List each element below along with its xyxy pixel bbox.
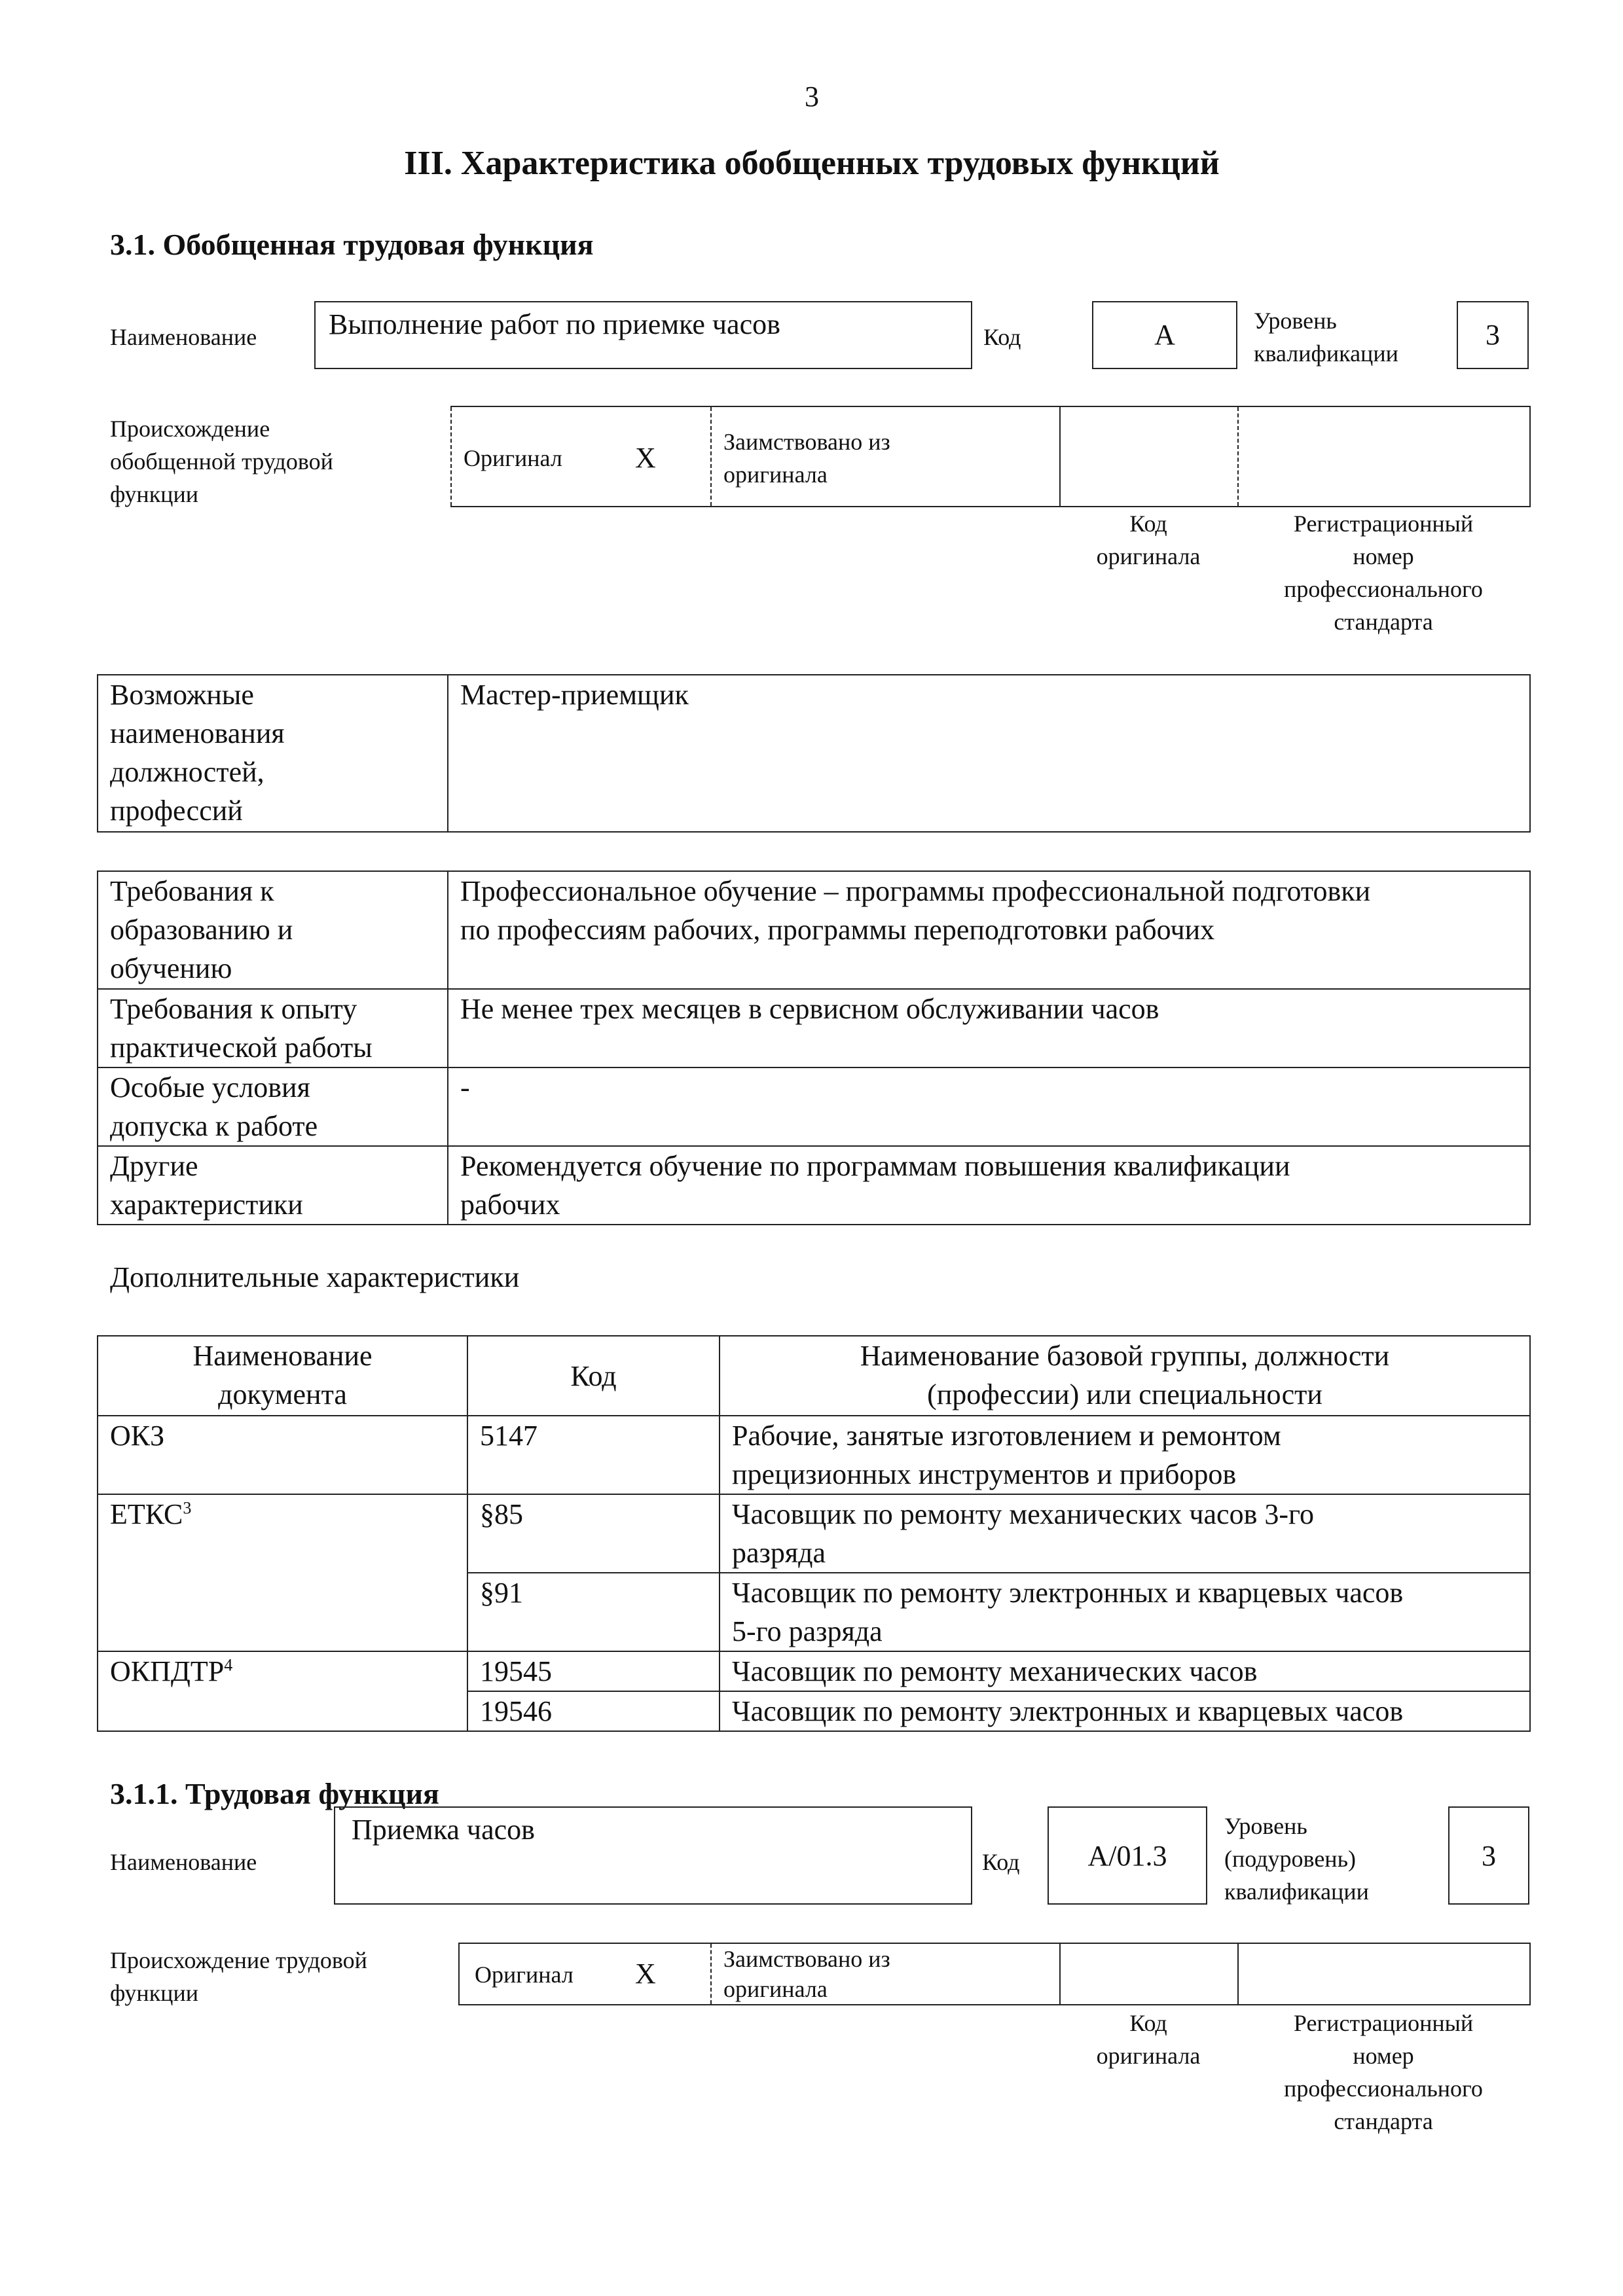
gtf-origin-divider xyxy=(1059,407,1061,506)
tf-original-label: Оригинал xyxy=(475,1962,574,1988)
requirement-label-cell xyxy=(98,871,448,989)
requirement-value: рабочих xyxy=(460,1189,560,1221)
gtf-level-value: 3 xyxy=(1486,319,1500,351)
col-header-name-1: Наименование базовой группы, должности xyxy=(860,1340,1390,1372)
gtf-borrowed-label-2: оригинала xyxy=(723,461,828,488)
table-row xyxy=(98,1494,1530,1573)
gtf-level-label-1: Уровень xyxy=(1254,308,1337,334)
requirement-value-cell xyxy=(448,1067,1530,1146)
doc-cell xyxy=(98,1651,467,1731)
tf-level-label-3: квалификации xyxy=(1224,1878,1369,1905)
requirement-label-cell xyxy=(98,1067,448,1146)
requirement-label: допуска к работе xyxy=(110,1110,318,1142)
gtf-code-box xyxy=(1092,301,1237,369)
tf-name-box xyxy=(334,1806,972,1905)
tf-code-value: A/01.3 xyxy=(1087,1840,1167,1872)
table-row xyxy=(98,675,1530,832)
code-cell xyxy=(467,1691,720,1731)
gtf-borrowed-label-1: Заимствовано из xyxy=(723,429,890,455)
col-header-doc xyxy=(98,1336,467,1416)
name-value: Часовщик по ремонту механических часов xyxy=(732,1655,1258,1687)
positions-label-1: Возможные xyxy=(110,679,254,711)
requirement-label: Другие xyxy=(110,1150,198,1182)
positions-label-3: должностей, xyxy=(110,756,264,788)
doc-name: ЕТКС xyxy=(110,1498,183,1530)
tf-reg-caption-4: стандарта xyxy=(1334,2108,1433,2134)
name-value: Часовщик по ремонту электронных и кварцевых часов xyxy=(732,1695,1404,1727)
requirement-label: обучению xyxy=(110,952,232,984)
gtf-origin-top-line xyxy=(450,406,1531,407)
doc-cell xyxy=(98,1494,467,1651)
tf-reg-caption-2: номер xyxy=(1353,2043,1414,2069)
requirement-value: Профессиональное обучение – программы профессиональной подготовки xyxy=(460,875,1371,907)
gtf-code-label: Код xyxy=(983,324,1021,350)
code-value: §91 xyxy=(480,1577,523,1609)
tf-orig-code-caption-2: оригинала xyxy=(1096,2043,1201,2069)
requirement-label-cell xyxy=(98,1146,448,1225)
gtf-original-mark: X xyxy=(635,442,656,474)
table-row xyxy=(98,989,1530,1067)
tf-level-label-1: Уровень xyxy=(1224,1813,1307,1839)
tf-name-value: Приемка часов xyxy=(352,1814,535,1846)
gtf-original-label: Оригинал xyxy=(464,445,562,471)
gtf-origin-label-3: функции xyxy=(110,481,198,507)
tf-origin-label-1: Происхождение трудовой xyxy=(110,1947,367,1973)
section-title: III. Характеристика обобщенных трудовых функций xyxy=(404,145,1220,182)
tf-origin-divider xyxy=(710,1944,712,2004)
requirement-label: практической работы xyxy=(110,1031,373,1064)
gtf-heading: 3.1. Обобщенная трудовая функция xyxy=(110,228,594,261)
tf-heading: 3.1.1. Трудовая функция xyxy=(110,1777,439,1810)
doc-name: ОКЗ xyxy=(110,1420,165,1452)
tf-level-value: 3 xyxy=(1482,1840,1496,1872)
positions-label-2: наименования xyxy=(110,717,285,749)
requirement-value: Рекомендуется обучение по программам повышения квалификации xyxy=(460,1150,1290,1182)
additional-table xyxy=(97,1335,1531,1732)
requirement-value: - xyxy=(460,1071,470,1103)
requirement-value-cell xyxy=(448,871,1530,989)
positions-label-4: профессий xyxy=(110,795,243,827)
doc-cell xyxy=(98,1416,467,1494)
page-number: 3 xyxy=(805,81,819,113)
name-cell xyxy=(720,1573,1530,1651)
tf-origin-box xyxy=(458,1943,1531,2005)
requirement-label-cell xyxy=(98,989,448,1067)
tf-name-label: Наименование xyxy=(110,1849,257,1875)
positions-table xyxy=(97,674,1531,833)
col-header-code-text: Код xyxy=(570,1359,617,1392)
gtf-name-label: Наименование xyxy=(110,324,257,350)
code-value: 5147 xyxy=(480,1420,538,1452)
tf-reg-caption-1: Регистрационный xyxy=(1293,2010,1474,2036)
col-header-doc-2: документа xyxy=(218,1378,347,1410)
doc-name: ОКПДТР xyxy=(110,1655,225,1687)
tf-reg-caption-3: профессионального xyxy=(1284,2075,1483,2102)
code-cell xyxy=(467,1651,720,1691)
gtf-level-box xyxy=(1457,301,1529,369)
code-value: §85 xyxy=(480,1498,523,1530)
requirement-value-cell xyxy=(448,1146,1530,1225)
gtf-origin-label-1: Происхождение xyxy=(110,416,270,442)
name-cell xyxy=(720,1494,1530,1573)
name-cell xyxy=(720,1651,1530,1691)
table-row xyxy=(98,1416,1530,1494)
requirement-label: Особые условия xyxy=(110,1071,310,1103)
name-value: разряда xyxy=(732,1537,826,1569)
table-row xyxy=(98,1651,1530,1691)
gtf-level-label-2: квалификации xyxy=(1254,340,1398,367)
gtf-orig-code-caption-2: оригинала xyxy=(1096,543,1201,569)
code-cell xyxy=(467,1416,720,1494)
gtf-reg-caption-4: стандарта xyxy=(1334,609,1433,635)
name-value: прецизионных инструментов и приборов xyxy=(732,1458,1237,1490)
col-header-doc-1: Наименование xyxy=(192,1340,373,1372)
positions-value: Мастер-приемщик xyxy=(460,679,689,711)
table-row xyxy=(98,1146,1530,1225)
tf-original-mark: X xyxy=(635,1958,656,1990)
tf-orig-code-caption-1: Код xyxy=(1129,2010,1167,2036)
tf-origin-divider xyxy=(1237,1944,1239,2004)
code-value: 19545 xyxy=(480,1655,552,1687)
positions-value-cell xyxy=(448,675,1530,832)
col-header-name xyxy=(720,1336,1530,1416)
tf-borrowed-label-1: Заимствовано из xyxy=(723,1946,890,1972)
gtf-origin-label-2: обобщенной трудовой xyxy=(110,448,333,475)
code-value: 19546 xyxy=(480,1695,552,1727)
gtf-orig-code-caption-1: Код xyxy=(1129,511,1167,537)
table-row xyxy=(98,1336,1530,1416)
footnote-ref: 3 xyxy=(183,1498,192,1518)
name-cell xyxy=(720,1416,1530,1494)
col-header-name-2: (профессии) или специальности xyxy=(927,1378,1322,1410)
gtf-name-box xyxy=(314,301,972,369)
gtf-origin-divider xyxy=(710,407,712,506)
requirement-value: Не менее трех месяцев в сервисном обслуживании часов xyxy=(460,993,1159,1025)
code-cell xyxy=(467,1494,720,1573)
gtf-origin-divider xyxy=(450,407,452,506)
table-row xyxy=(98,871,1530,989)
tf-borrowed-label-2: оригинала xyxy=(723,1976,828,2002)
requirement-label: характеристики xyxy=(110,1189,303,1221)
requirement-value: по профессиям рабочих, программы переподготовки рабочих xyxy=(460,914,1215,946)
requirement-label: образованию и xyxy=(110,914,293,946)
table-row xyxy=(98,1067,1530,1146)
requirement-label: Требования к опыту xyxy=(110,993,357,1025)
gtf-reg-caption-3: профессионального xyxy=(1284,576,1483,602)
tf-code-label: Код xyxy=(982,1849,1020,1875)
footnote-ref: 4 xyxy=(224,1655,233,1675)
tf-level-label-2: (подуровень) xyxy=(1224,1846,1356,1872)
tf-origin-label-2: функции xyxy=(110,1980,198,2006)
gtf-origin-divider xyxy=(1529,407,1531,506)
tf-code-box xyxy=(1048,1806,1207,1905)
name-value: Часовщик по ремонту механических часов 3-го xyxy=(732,1498,1314,1530)
requirement-label: Требования к xyxy=(110,875,274,907)
col-header-code xyxy=(467,1336,720,1416)
gtf-name-value: Выполнение работ по приемке часов xyxy=(329,308,780,340)
additional-heading: Дополнительные характеристики xyxy=(110,1261,520,1293)
name-value: 5-го разряда xyxy=(732,1615,883,1647)
tf-origin-divider xyxy=(1059,1944,1061,2004)
requirements-table xyxy=(97,870,1531,1225)
name-value: Часовщик по ремонту электронных и кварцевых часов xyxy=(732,1577,1404,1609)
gtf-reg-caption-2: номер xyxy=(1353,543,1414,569)
code-cell xyxy=(467,1573,720,1651)
tf-level-box xyxy=(1448,1806,1529,1905)
positions-label-cell xyxy=(98,675,448,832)
name-cell xyxy=(720,1691,1530,1731)
requirement-value-cell xyxy=(448,989,1530,1067)
gtf-origin-divider xyxy=(1237,407,1239,506)
gtf-reg-caption-1: Регистрационный xyxy=(1293,511,1474,537)
name-value: Рабочие, занятые изготовлением и ремонтом xyxy=(732,1420,1281,1452)
gtf-code-value: A xyxy=(1154,319,1175,351)
